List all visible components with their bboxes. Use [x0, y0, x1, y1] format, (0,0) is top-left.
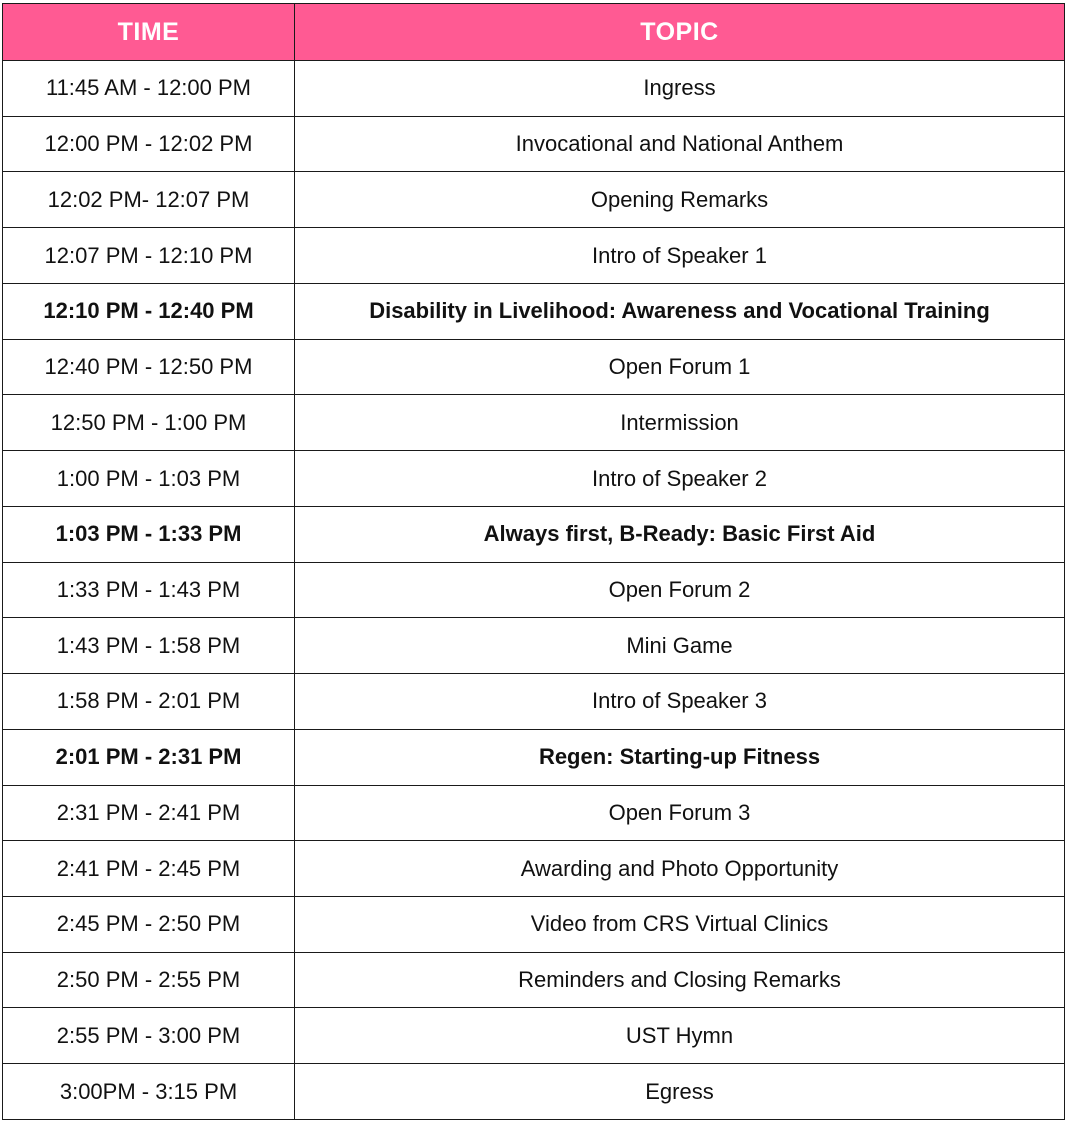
table-row	[3, 897, 1065, 953]
time-cell: 12:40 PM - 12:50 PM	[3, 339, 295, 395]
table-row	[3, 841, 1065, 897]
table-row	[3, 562, 1065, 618]
topic-cell: Mini Game	[295, 618, 1065, 674]
schedule-body	[3, 61, 1065, 1120]
time-cell: 1:33 PM - 1:43 PM	[3, 562, 295, 618]
table-row	[3, 339, 1065, 395]
time-cell: 1:03 PM - 1:33 PM	[3, 506, 295, 562]
table-row	[3, 729, 1065, 785]
time-cell: 3:00PM - 3:15 PM	[3, 1064, 295, 1120]
topic-cell: Awarding and Photo Opportunity	[295, 841, 1065, 897]
table-row	[3, 952, 1065, 1008]
table-row	[3, 395, 1065, 451]
time-cell: 2:45 PM - 2:50 PM	[3, 897, 295, 953]
time-cell: 1:43 PM - 1:58 PM	[3, 618, 295, 674]
topic-cell: Open Forum 3	[295, 785, 1065, 841]
topic-cell: Always first, B-Ready: Basic First Aid	[295, 506, 1065, 562]
topic-cell: UST Hymn	[295, 1008, 1065, 1064]
topic-cell: Disability in Livelihood: Awareness and Vocational Training	[295, 283, 1065, 339]
table-row	[3, 1008, 1065, 1064]
topic-cell: Regen: Starting-up Fitness	[295, 729, 1065, 785]
topic-cell: Intro of Speaker 2	[295, 451, 1065, 507]
table-row	[3, 283, 1065, 339]
time-cell: 2:01 PM - 2:31 PM	[3, 729, 295, 785]
topic-cell: Open Forum 1	[295, 339, 1065, 395]
topic-cell: Invocational and National Anthem	[295, 116, 1065, 172]
time-cell: 1:00 PM - 1:03 PM	[3, 451, 295, 507]
table-row	[3, 172, 1065, 228]
table-row	[3, 785, 1065, 841]
time-cell: 12:00 PM - 12:02 PM	[3, 116, 295, 172]
topic-cell: Video from CRS Virtual Clinics	[295, 897, 1065, 953]
table-row	[3, 618, 1065, 674]
table-row	[3, 116, 1065, 172]
table-row	[3, 506, 1065, 562]
time-cell: 2:50 PM - 2:55 PM	[3, 952, 295, 1008]
time-cell: 2:31 PM - 2:41 PM	[3, 785, 295, 841]
table-row	[3, 61, 1065, 117]
time-cell: 1:58 PM - 2:01 PM	[3, 674, 295, 730]
time-column-header: TIME	[3, 4, 295, 61]
topic-cell: Reminders and Closing Remarks	[295, 952, 1065, 1008]
time-cell: 12:50 PM - 1:00 PM	[3, 395, 295, 451]
header-row	[3, 4, 1065, 61]
time-cell: 2:55 PM - 3:00 PM	[3, 1008, 295, 1064]
time-cell: 12:02 PM- 12:07 PM	[3, 172, 295, 228]
topic-cell: Intermission	[295, 395, 1065, 451]
time-cell: 11:45 AM - 12:00 PM	[3, 61, 295, 117]
topic-cell: Open Forum 2	[295, 562, 1065, 618]
topic-column-header: TOPIC	[295, 4, 1065, 61]
topic-cell: Egress	[295, 1064, 1065, 1120]
table-row	[3, 1064, 1065, 1120]
time-cell: 12:10 PM - 12:40 PM	[3, 283, 295, 339]
table-row	[3, 451, 1065, 507]
table-row	[3, 674, 1065, 730]
topic-cell: Opening Remarks	[295, 172, 1065, 228]
schedule-table	[2, 3, 1065, 1120]
time-cell: 12:07 PM - 12:10 PM	[3, 228, 295, 284]
table-row	[3, 228, 1065, 284]
topic-cell: Intro of Speaker 3	[295, 674, 1065, 730]
time-cell: 2:41 PM - 2:45 PM	[3, 841, 295, 897]
topic-cell: Ingress	[295, 61, 1065, 117]
topic-cell: Intro of Speaker 1	[295, 228, 1065, 284]
